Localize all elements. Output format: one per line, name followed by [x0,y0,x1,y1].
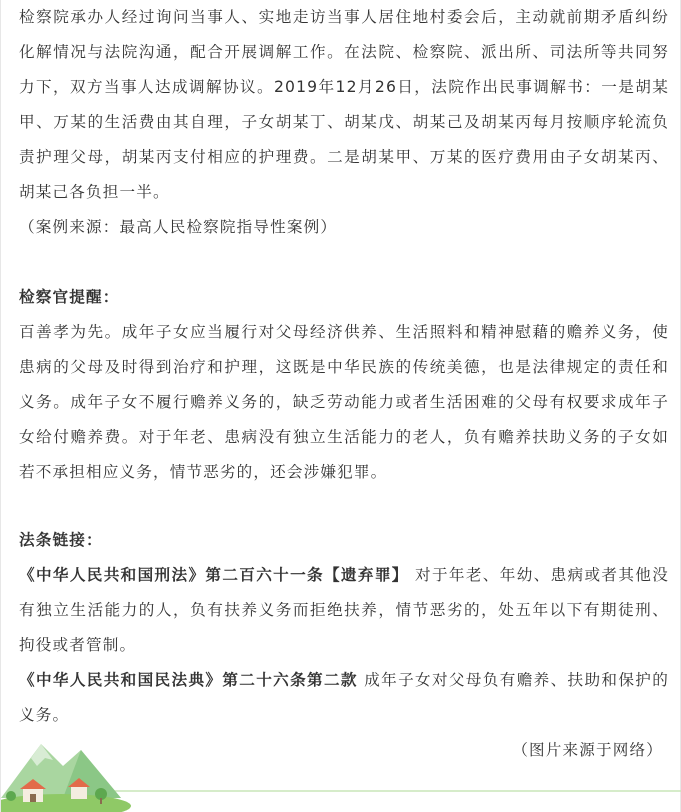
reminder-paragraph: 百善孝为先。成年子女应当履行对父母经济供养、生活照料和精神慰藉的赡养义务，使患病的父母及时得到治疗和护理，这既是中华民族的传统美德，也是法律规定的责任和义务。成年子女不履行赡养义务的，缺乏劳动能力或者生活困难的父母有权要求成年子女给付赡养费。对于年老、患病没有独立生活能力的老人，负有赡养扶助义务的子女如若不承担相应义务，情节恶劣的，还会涉嫌犯罪。 [19,323,669,481]
village-landscape-icon [1,736,681,812]
law-item-civil [19,663,669,733]
article-content [19,0,669,768]
law-text: 对于年老、年幼、患病或者其他没有独立生活能力的人，负有扶养义务而拒绝扶养，情节恶劣的，处五年以下有期徒刑、拘役或者管制。 [19,566,669,654]
spacer [19,490,669,523]
law-text: 成年子女对父母负有赡养、扶助和保护的义务。 [19,671,669,724]
law-title: 《中华人民共和国民法典》第二十六条第二款 [19,671,358,689]
case-source: （案例来源：最高人民检察院指导性案例） [19,218,338,236]
house-wall [71,786,87,799]
law-item-criminal [19,558,669,663]
image-source-note: （图片来源于网络） [512,741,663,759]
tree-trunk [100,798,102,804]
house-door [30,794,36,802]
case-paragraph: 检察院承办人经过询问当事人、实地走访当事人居住地村委会后，主动就前期矛盾纠纷化解情况与法院沟通，配合开展调解工作。在法院、检察院、派出所、司法所等共同努力下，双方当事人达成调解协议。2019年12月26日，法院作出民事调解书：一是胡某甲、万某的生活费由其自理，子女胡某丁、胡某戊、胡某己及胡某丙每月按顺序轮流负责护理父母，胡某丙支付相应的护理费。二是胡某甲、万某的医疗费用由子女胡某丙、胡某己各负担一半。 [19,8,669,201]
tree-crown [6,791,16,801]
law-title: 《中华人民共和国刑法》第二百六十一条【遗弃罪】 [19,566,409,584]
law-heading: 法条链接： [19,531,103,549]
spacer [19,245,669,280]
reminder-heading: 检察官提醒： [19,288,120,306]
